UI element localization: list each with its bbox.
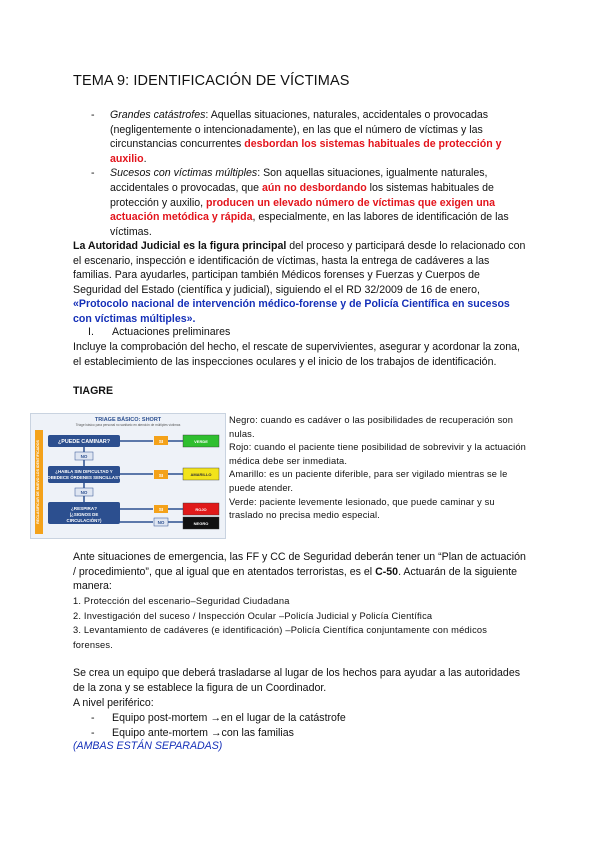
svg-text:NO: NO [157, 520, 165, 525]
svg-text:(¿SIGNOS DE: (¿SIGNOS DE [69, 512, 99, 517]
section-paragraph: Incluye la comprobación del hecho, el rescate de supervivientes, asegurar y acordonar la zona, el establecimiento de las inspecciones oculares y el inicio de los trabajos de identificación. [73, 341, 520, 368]
steps-list [73, 594, 528, 652]
svg-text:¿RESPIRA?: ¿RESPIRA? [70, 506, 98, 511]
svg-text:NO: NO [80, 454, 88, 459]
list-item: - Grandes catástrofes: Aquellas situaciones, naturales, accidentales o provocadas (negligentemente o intencionadamente), en las que el número de víctimas y las circunstancias concurrentes desbordan los sistemas habituales de protección y auxilio. [91, 109, 502, 165]
svg-text:SI: SI [158, 439, 164, 444]
protocol-title: «Protocolo nacional de intervención médico-forense y de Policía Científica en sucesos con víctimas múltiples» [73, 298, 510, 325]
step-item: 2. Investigación del suceso / Inspección Ocular –Policía Judicial y Policía Científica [73, 610, 433, 621]
definitions-list [91, 108, 531, 239]
legend-item: Verde: paciente levemente lesionado, que puede caminar y su traslado no precisa medio especial. [229, 496, 495, 521]
svg-text:OBEDECE ÓRDENES SENCILLAS?: OBEDECE ÓRDENES SENCILLAS? [47, 475, 121, 480]
triage-title: TRIAGE BÁSICO: SHORT [94, 417, 162, 423]
category-negro: NEGRO [193, 521, 209, 526]
page-title: TEMA 9: IDENTIFICACIÓN DE VÍCTIMAS [73, 73, 350, 89]
triage-legend [229, 414, 529, 523]
separated-note: (AMBAS ESTÁN SEPARADAS) [73, 740, 223, 752]
triage-subtitle: Triage básico para personal no sanitario en atención de múltiples víctimas [75, 423, 181, 427]
svg-text:SI: SI [158, 473, 164, 478]
list-item: - Equipo ante-mortem →con las familias [91, 726, 294, 739]
list-item: - Sucesos con víctimas múltiples: Son aquellas situaciones, igualmente naturales, accidentales o provocadas, que aún no desbordando los sistemas habituales de protección y auxilio, producen un elevado número de víctimas que exigen una actuación metódica y rápida, especialmente, en las labores de identificación de las víctimas. [91, 167, 509, 238]
triage-side-label: RECLASIFICAR DE NUEVO LOS IDENTIFICADOS [36, 440, 40, 524]
category-rojo: ROJO [195, 507, 207, 512]
svg-text:¿HABLA SIN DIFICULTAD Y: ¿HABLA SIN DIFICULTAD Y [55, 469, 113, 474]
legend-item: Amarillo: es un paciente diferible, para ser vigilado mientras se le puede atender. [229, 469, 508, 493]
triage-diagram [30, 413, 226, 539]
question-walk: ¿PUEDE CAMINAR? [57, 439, 111, 445]
step-item: 1. Protección del escenario–Seguridad Ciudadana [73, 596, 290, 606]
teams-list [91, 711, 346, 740]
emergency-paragraph: Ante situaciones de emergencia, las FF y CC de Seguridad deberán tener un “Plan de actuación / procedimiento”, que al igual que en atentados terroristas, es el C-50. Actuarán de la siguiente manera: [73, 551, 526, 593]
svg-text:SI: SI [158, 507, 164, 512]
authority-paragraph: La Autoridad Judicial es la figura principal del proceso y participará desde lo relacionado con el escenario, inspección e identificación de víctimas, hasta la entrega de cadáveres a las familias. Para ayudarles, participan también Médicos forenses y Fuerzas y Cuerpos de Seguridad del Estado (científica y judicial), siguiendo el el RD 32/2009 de 16 de enero, «Protocolo nacional de intervención médico-forense y de Policía Científica en sucesos con víctimas múltiples». [73, 240, 526, 325]
highlight: aún no desbordando [261, 181, 367, 194]
team-paragraph: Se crea un equipo que deberá trasladarse al lugar de los hechos para ayudar a las autoridades de la zona y se establece la figura de un Coordinador. [73, 667, 521, 694]
step-item: 3. Levantamiento de cadáveres (e identificación) –Policía Científica conjuntamente con médicos forenses. [73, 625, 488, 650]
legend-item: Rojo: cuando el paciente tiene posibilidad de sobrevivir y la actuación médica debe ser inmediata. [229, 442, 526, 466]
tiagre-heading: TIAGRE [73, 385, 114, 397]
legend-item: Negro: cuando es cadáver o las posibilidades de recuperación son nulas. [229, 415, 514, 439]
category-verde: VERDE [194, 439, 208, 444]
list-item: - Equipo post-mortem →en el lugar de la catástrofe [91, 712, 346, 724]
section-heading: I. Actuaciones preliminares [88, 326, 231, 338]
category-amarillo: AMARILLO [190, 472, 212, 477]
triage-chart [31, 414, 225, 538]
highlight: desbordan los sistemas habituales de protección y auxilio [110, 138, 502, 165]
peripheral-label: A nivel periférico: [73, 697, 154, 709]
svg-text:NO: NO [80, 490, 88, 495]
term: Grandes catástrofes [110, 109, 206, 121]
svg-text:CIRCULACIÓN?): CIRCULACIÓN?) [66, 518, 102, 523]
term: Sucesos con víctimas múltiples [110, 167, 258, 180]
highlight: producen un elevado número de víctimas que exigen una actuación metódica y rápida [110, 196, 496, 224]
